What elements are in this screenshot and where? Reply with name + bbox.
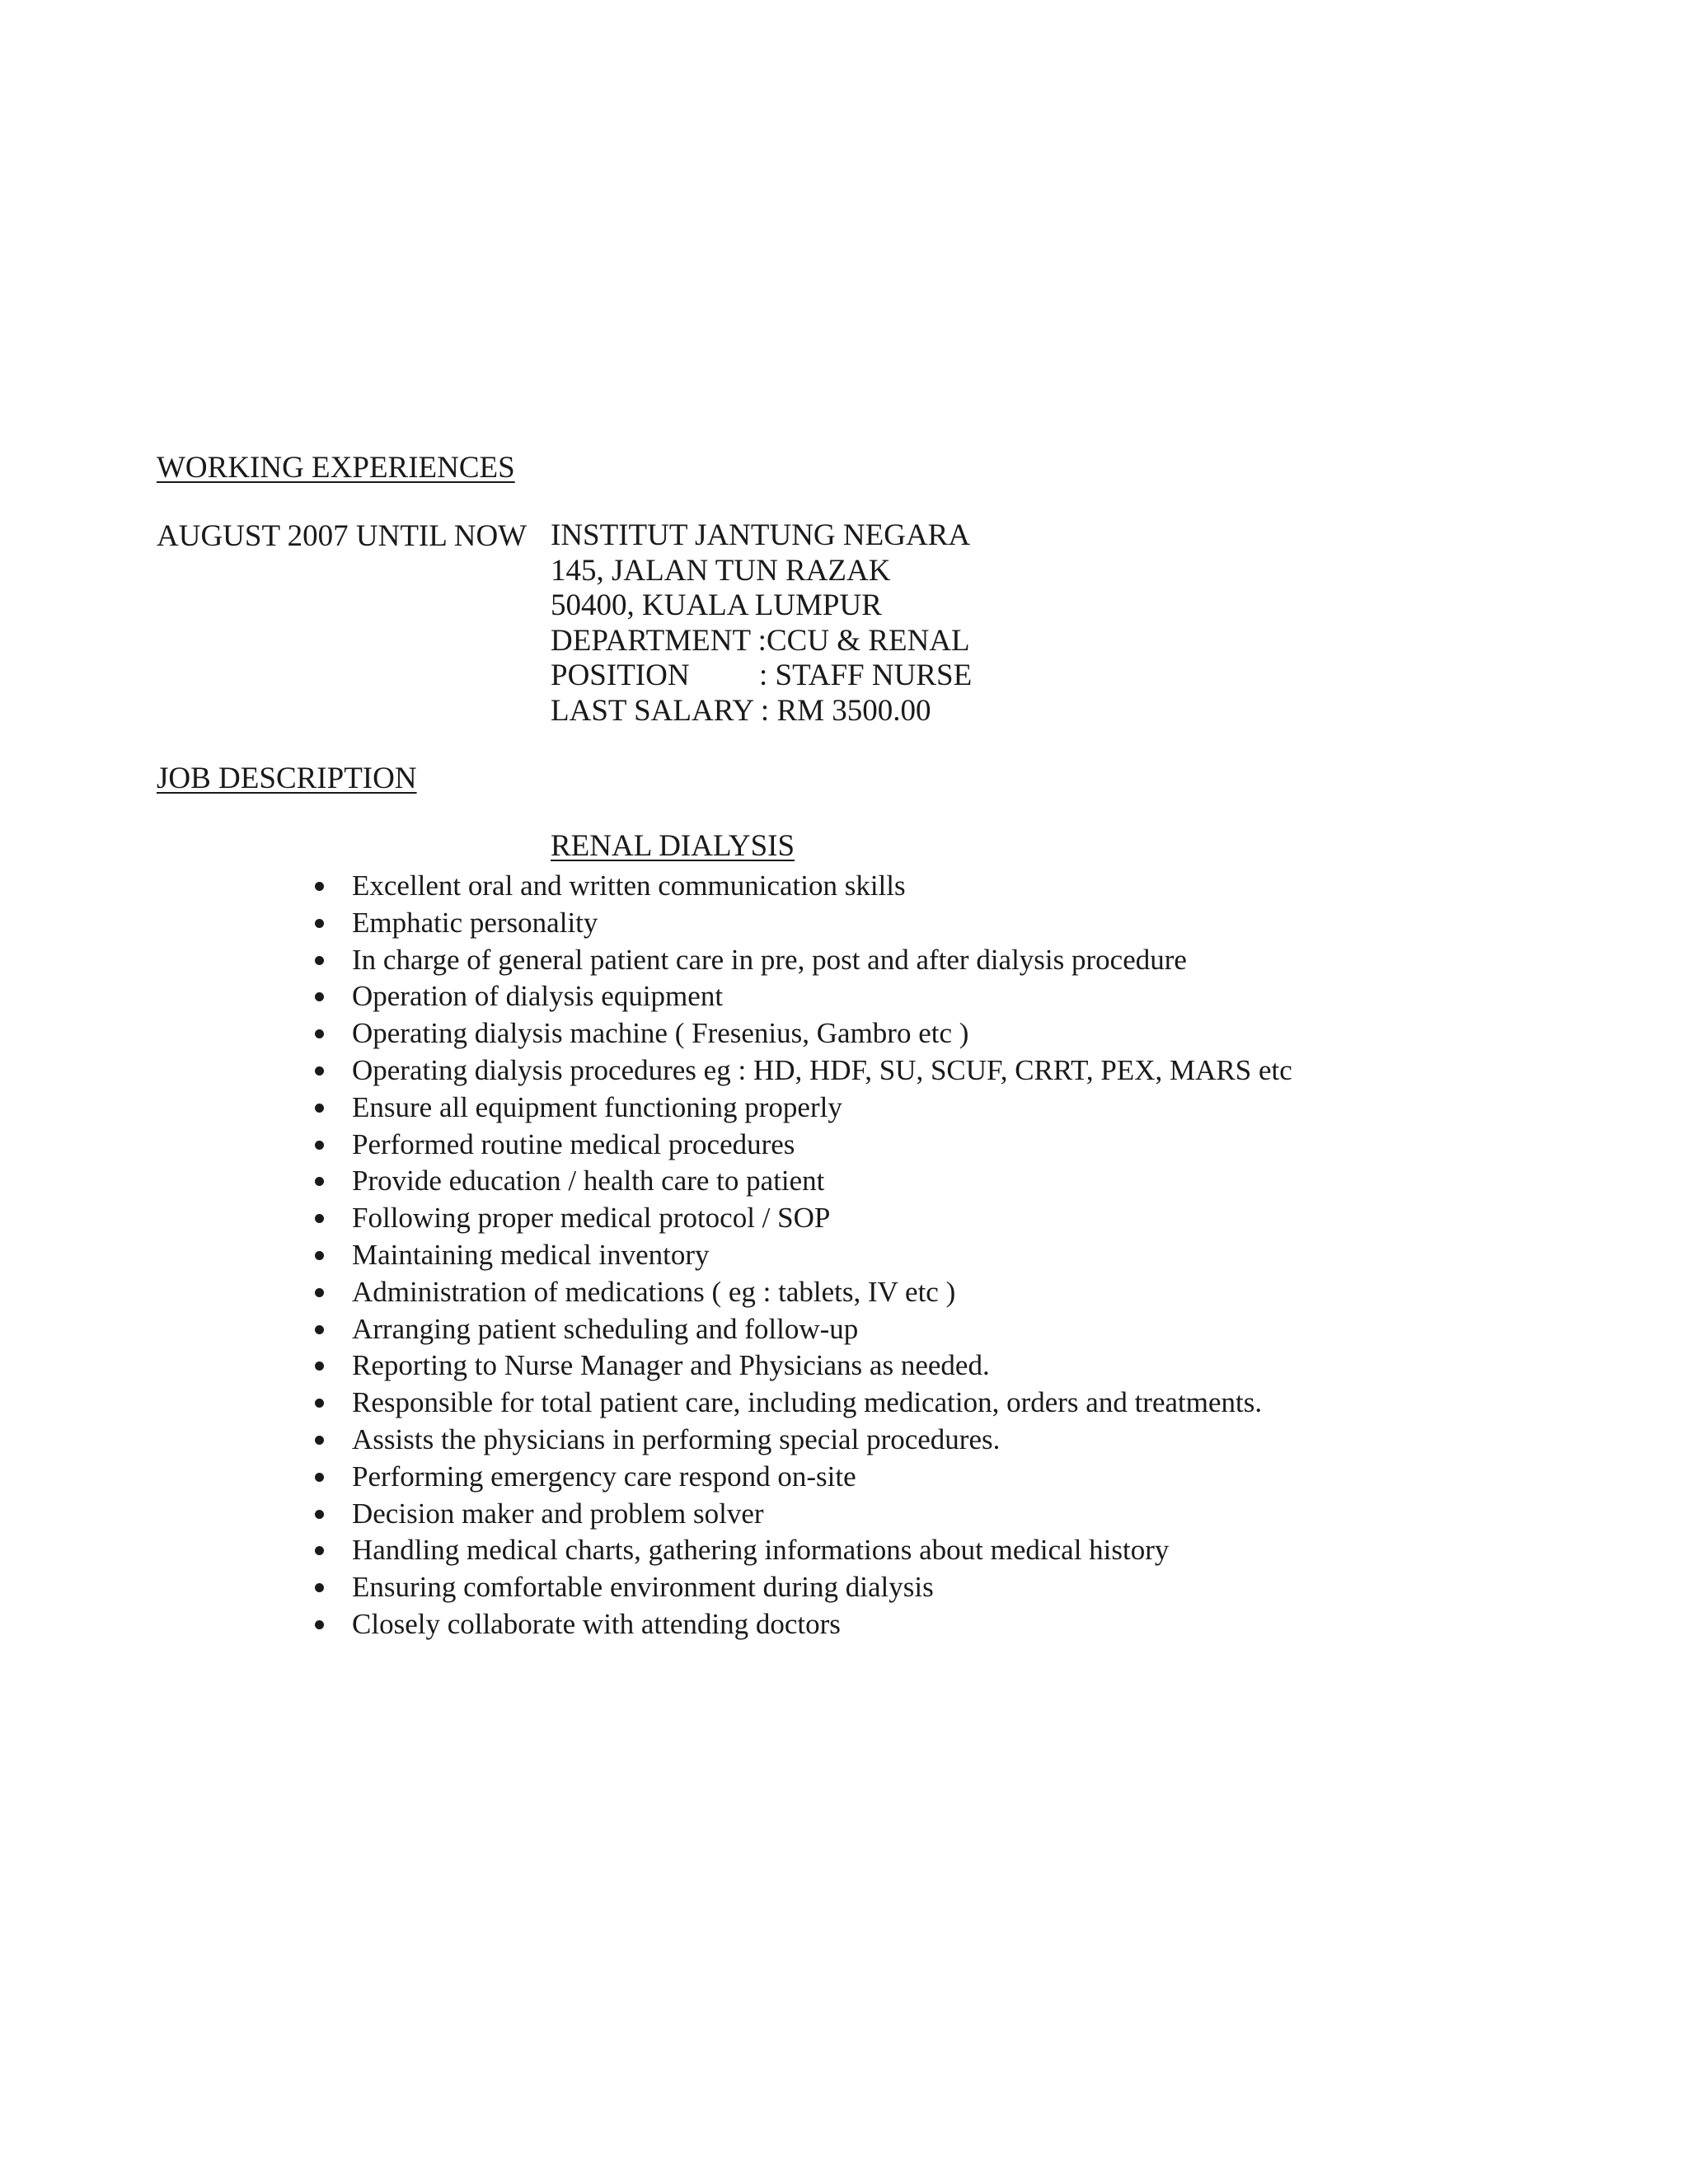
list-item: Responsible for total patient care, including medication, orders and treatments. (315, 1385, 1292, 1422)
list-item: Ensure all equipment functioning properly (315, 1090, 1292, 1127)
list-item: Excellent oral and written communication skills (315, 868, 1292, 905)
employment-period: AUGUST 2007 UNTIL NOW (157, 519, 528, 553)
department-value: CCU & RENAL (766, 623, 970, 658)
list-item: Administration of medications ( eg : tablets, IV etc ) (315, 1274, 1292, 1311)
bullet-icon (315, 1029, 324, 1038)
list-item: Decision maker and problem solver (315, 1496, 1292, 1533)
list-item: Operating dialysis procedures eg : HD, HDF, SU, SCUF, CRRT, PEX, MARS etc (315, 1052, 1292, 1090)
bullet-icon (315, 919, 324, 928)
list-item: Reporting to Nurse Manager and Physicians as needed. (315, 1347, 1292, 1385)
job-description-heading: JOB DESCRIPTION (157, 762, 417, 795)
working-experiences-heading: WORKING EXPERIENCES (157, 451, 515, 485)
bullet-icon (315, 1214, 324, 1223)
list-item: Arranging patient scheduling and follow-up (315, 1311, 1292, 1348)
salary-value: RM 3500.00 (769, 693, 931, 728)
bullet-icon (315, 1583, 324, 1592)
bullet-icon (315, 992, 324, 1001)
list-item: Following proper medical protocol / SOP (315, 1200, 1292, 1237)
bullet-icon (315, 1141, 324, 1150)
bullet-icon (315, 1436, 324, 1445)
renal-dialysis-heading: RENAL DIALYSIS (551, 829, 795, 863)
list-item: Emphatic personality (315, 905, 1292, 942)
list-item: Performed routine medical procedures (315, 1127, 1292, 1164)
employer-address-line2: 50400, KUALA LUMPUR (551, 588, 882, 622)
department-row (551, 624, 972, 659)
list-item: Assists the physicians in performing special procedures. (315, 1422, 1292, 1459)
employer-address-line1: 145, JALAN TUN RAZAK (551, 553, 891, 588)
bullet-icon (315, 1399, 324, 1408)
list-item: Closely collaborate with attending doctors (315, 1606, 1292, 1643)
department-label: DEPARTMENT : (551, 623, 767, 658)
list-item: In charge of general patient care in pre, post and after dialysis procedure (315, 942, 1292, 979)
bullet-icon (315, 1104, 324, 1113)
list-item: Provide education / health care to patient (315, 1163, 1292, 1200)
employer-name: INSTITUT JANTUNG NEGARA (551, 518, 971, 552)
bullet-icon (315, 1288, 324, 1297)
list-item: Operation of dialysis equipment (315, 978, 1292, 1015)
bullet-icon (315, 1251, 324, 1260)
bullet-icon (315, 1620, 324, 1629)
employer-block (551, 518, 972, 729)
bullet-icon (315, 1325, 324, 1334)
list-item: Ensuring comfortable environment during dialysis (315, 1569, 1292, 1606)
duties-list (315, 868, 1292, 1643)
salary-label: LAST SALARY : (551, 693, 770, 728)
bullet-icon (315, 1546, 324, 1555)
list-item: Maintaining medical inventory (315, 1237, 1292, 1274)
position-value: : STAFF NURSE (759, 658, 973, 692)
bullet-icon (315, 1473, 324, 1482)
position-row (551, 658, 972, 694)
bullet-icon (315, 1177, 324, 1186)
bullet-icon (315, 1361, 324, 1371)
list-item: Performing emergency care respond on-site (315, 1459, 1292, 1496)
list-item: Operating dialysis machine ( Fresenius, Gambro etc ) (315, 1015, 1292, 1052)
bullet-icon (315, 956, 324, 965)
position-label: POSITION (551, 658, 690, 692)
bullet-icon (315, 1066, 324, 1076)
bullet-icon (315, 882, 324, 891)
bullet-icon (315, 1510, 324, 1519)
salary-row (551, 694, 972, 729)
list-item: Handling medical charts, gathering informations about medical history (315, 1532, 1292, 1569)
